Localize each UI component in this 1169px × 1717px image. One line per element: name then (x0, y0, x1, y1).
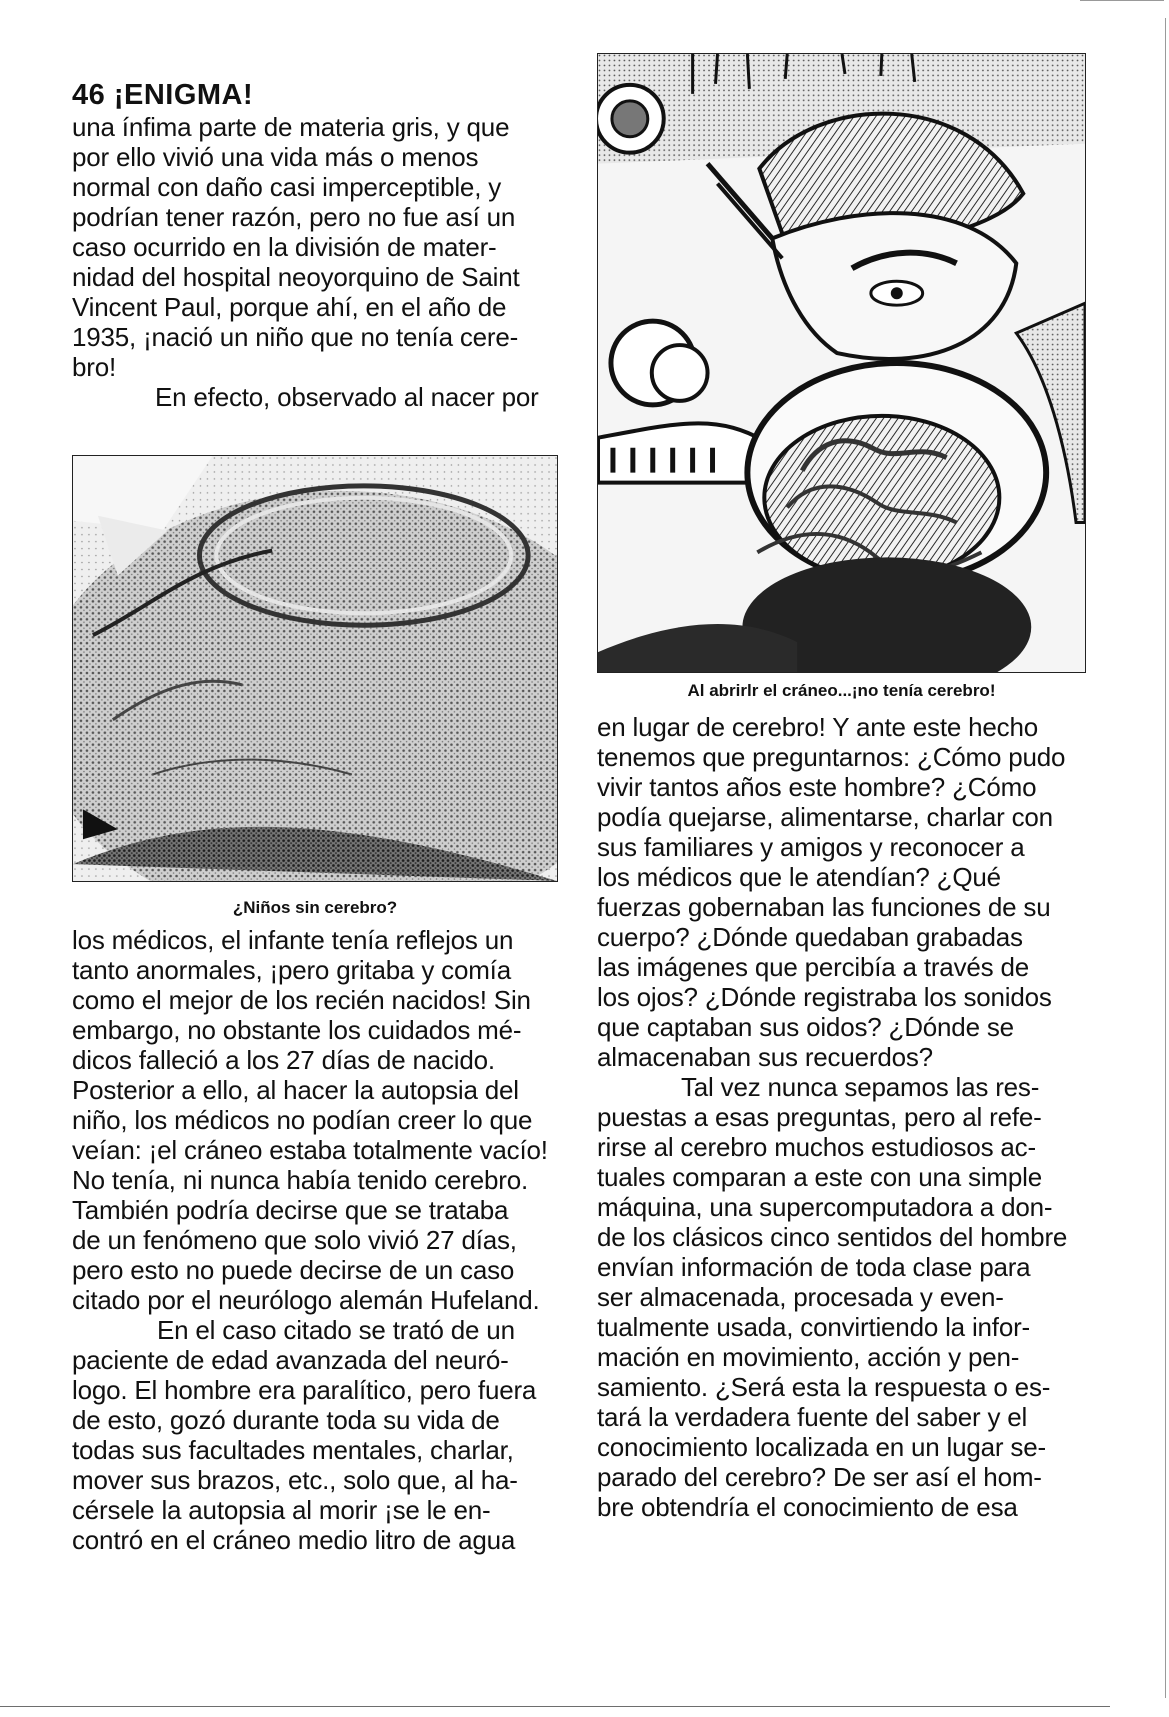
left-text-line: embargo, no obstante los cuidados mé- (72, 1015, 522, 1045)
right-text-line: parado del cerebro? De ser así el hom- (597, 1462, 1042, 1492)
right-text-line: vivir tantos años este hombre? ¿Cómo (597, 772, 1037, 802)
right-text-line: en lugar de cerebro! Y ante este hecho (597, 712, 1038, 742)
left-text-line: logo. El hombre era paralítico, pero fuera (72, 1375, 537, 1405)
left-text-line: caso ocurrido en la división de mater- (72, 232, 497, 262)
photo-infant-skull (72, 455, 558, 882)
right-text-line: tará la verdadera fuente del saber y el (597, 1402, 1028, 1432)
left-text-line: Vincent Paul, porque ahí, en el año de (72, 292, 507, 322)
left-text-line: los médicos, el infante tenía reflejos un (72, 925, 514, 955)
right-text-line: puestas a esas preguntas, pero al refe- (597, 1102, 1042, 1132)
right-text-line: fuerzas gobernaban las funciones de su (597, 892, 1051, 922)
left-image-caption: ¿Niños sin cerebro? (232, 898, 398, 917)
right-text-line: que captaban sus oidos? ¿Dónde se (597, 1012, 1014, 1042)
surgery-illustration (597, 53, 1086, 673)
left-text-line: por ello vivió una vida más o menos (72, 142, 479, 172)
right-text-line: almacenaban sus recuerdos? (597, 1042, 933, 1072)
left-text-line: mover sus brazos, etc., solo que, al ha- (72, 1465, 518, 1495)
left-text-line: pero esto no puede decirse de un caso (72, 1255, 515, 1285)
left-text-line: de esto, gozó durante toda su vida de (72, 1405, 500, 1435)
right-text-line: de los clásicos cinco sentidos del hombre (597, 1222, 1068, 1252)
right-text-line: tenemos que preguntarnos: ¿Cómo pudo (597, 742, 1066, 772)
left-text-line: de un fenómeno que solo vivió 27 días, (72, 1225, 517, 1255)
right-text-line: podía quejarse, alimentarse, charlar con (597, 802, 1053, 832)
left-text-line: tanto anormales, ¡pero gritaba y comía (72, 955, 511, 985)
right-text-line: sus familiares y amigos y reconocer a (597, 832, 1025, 862)
right-text-line: tualmente usada, convirtiendo la infor- (597, 1312, 1031, 1342)
left-text-line: nidad del hospital neoyorquino de Saint (72, 262, 520, 292)
left-text-line: Posterior a ello, al hacer la autopsia del (72, 1075, 519, 1105)
left-text-line: bro! (72, 352, 117, 382)
left-text-line: podrían tener razón, pero no fue así un (72, 202, 516, 232)
left-text-line: una ínfima parte de materia gris, y que (72, 112, 510, 142)
right-text-line-indented: Tal vez nunca sepamos las res- (681, 1072, 1040, 1102)
page-top-edge (1080, 0, 1164, 1)
left-text-line: como el mejor de los recién nacidos! Sin (72, 985, 531, 1015)
right-text-line: mación en movimiento, acción y pen- (597, 1342, 1020, 1372)
right-text-line: las imágenes que percibía a través de (597, 952, 1029, 982)
left-text-line: dicos falleció a los 27 días de nacido. (72, 1045, 495, 1075)
right-text-line: máquina, una supercomputadora a don- (597, 1192, 1053, 1222)
left-text-line: normal con daño casi imperceptible, y (72, 172, 502, 202)
left-text-line: También podría decirse que se trataba (72, 1195, 509, 1225)
right-column (597, 0, 1082, 1717)
right-text-line: tuales comparan a este con una simple (597, 1162, 1042, 1192)
surgery-illustration-art (598, 54, 1085, 672)
left-text-line: contró en el cráneo medio litro de agua (72, 1525, 516, 1555)
left-text-line-indented: En el caso citado se trató de un (157, 1315, 515, 1345)
left-column (72, 0, 562, 1717)
left-text-line: todas sus facultades mentales, charlar, (72, 1435, 514, 1465)
photo-infant-skull-illustration (73, 456, 557, 881)
left-text-line: paciente de edad avanzada del neuró- (72, 1345, 509, 1375)
page-number-heading: 46 ¡ENIGMA! (72, 79, 254, 111)
left-text-line: veían: ¡el cráneo estaba totalmente vacío! (72, 1135, 548, 1165)
right-text-line: conocimiento localizada en un lugar se- (597, 1432, 1046, 1462)
left-text-line: 1935, ¡nació un niño que no tenía cere- (72, 322, 519, 352)
right-text-line: ser almacenada, procesada y even- (597, 1282, 1004, 1312)
right-text-line: cuerpo? ¿Dónde quedaban grabadas (597, 922, 1023, 952)
right-text-line: envían información de toda clase para (597, 1252, 1031, 1282)
right-image-caption: Al abrirlr el cráneo...¡no tenía cerebro! (687, 681, 996, 700)
right-text-line: rirse al cerebro muchos estudiosos ac- (597, 1132, 1036, 1162)
left-text-line-indented: En efecto, observado al nacer por (155, 382, 539, 412)
right-text-line: bre obtendría el conocimiento de esa (597, 1492, 1018, 1522)
right-text-line: los médicos que le atendían? ¿Qué (597, 862, 1001, 892)
right-text-line: los ojos? ¿Dónde registraba los sonidos (597, 982, 1052, 1012)
page-right-edge (1165, 18, 1166, 1698)
right-text-line: samiento. ¿Será esta la respuesta o es- (597, 1372, 1051, 1402)
left-text-line: No tenía, ni nunca había tenido cerebro. (72, 1165, 528, 1195)
left-text-line: niño, los médicos no podían creer lo que (72, 1105, 533, 1135)
left-text-line: cérsele la autopsia al morir ¡se le en- (72, 1495, 491, 1525)
left-text-line: citado por el neurólogo alemán Hufeland. (72, 1285, 540, 1315)
